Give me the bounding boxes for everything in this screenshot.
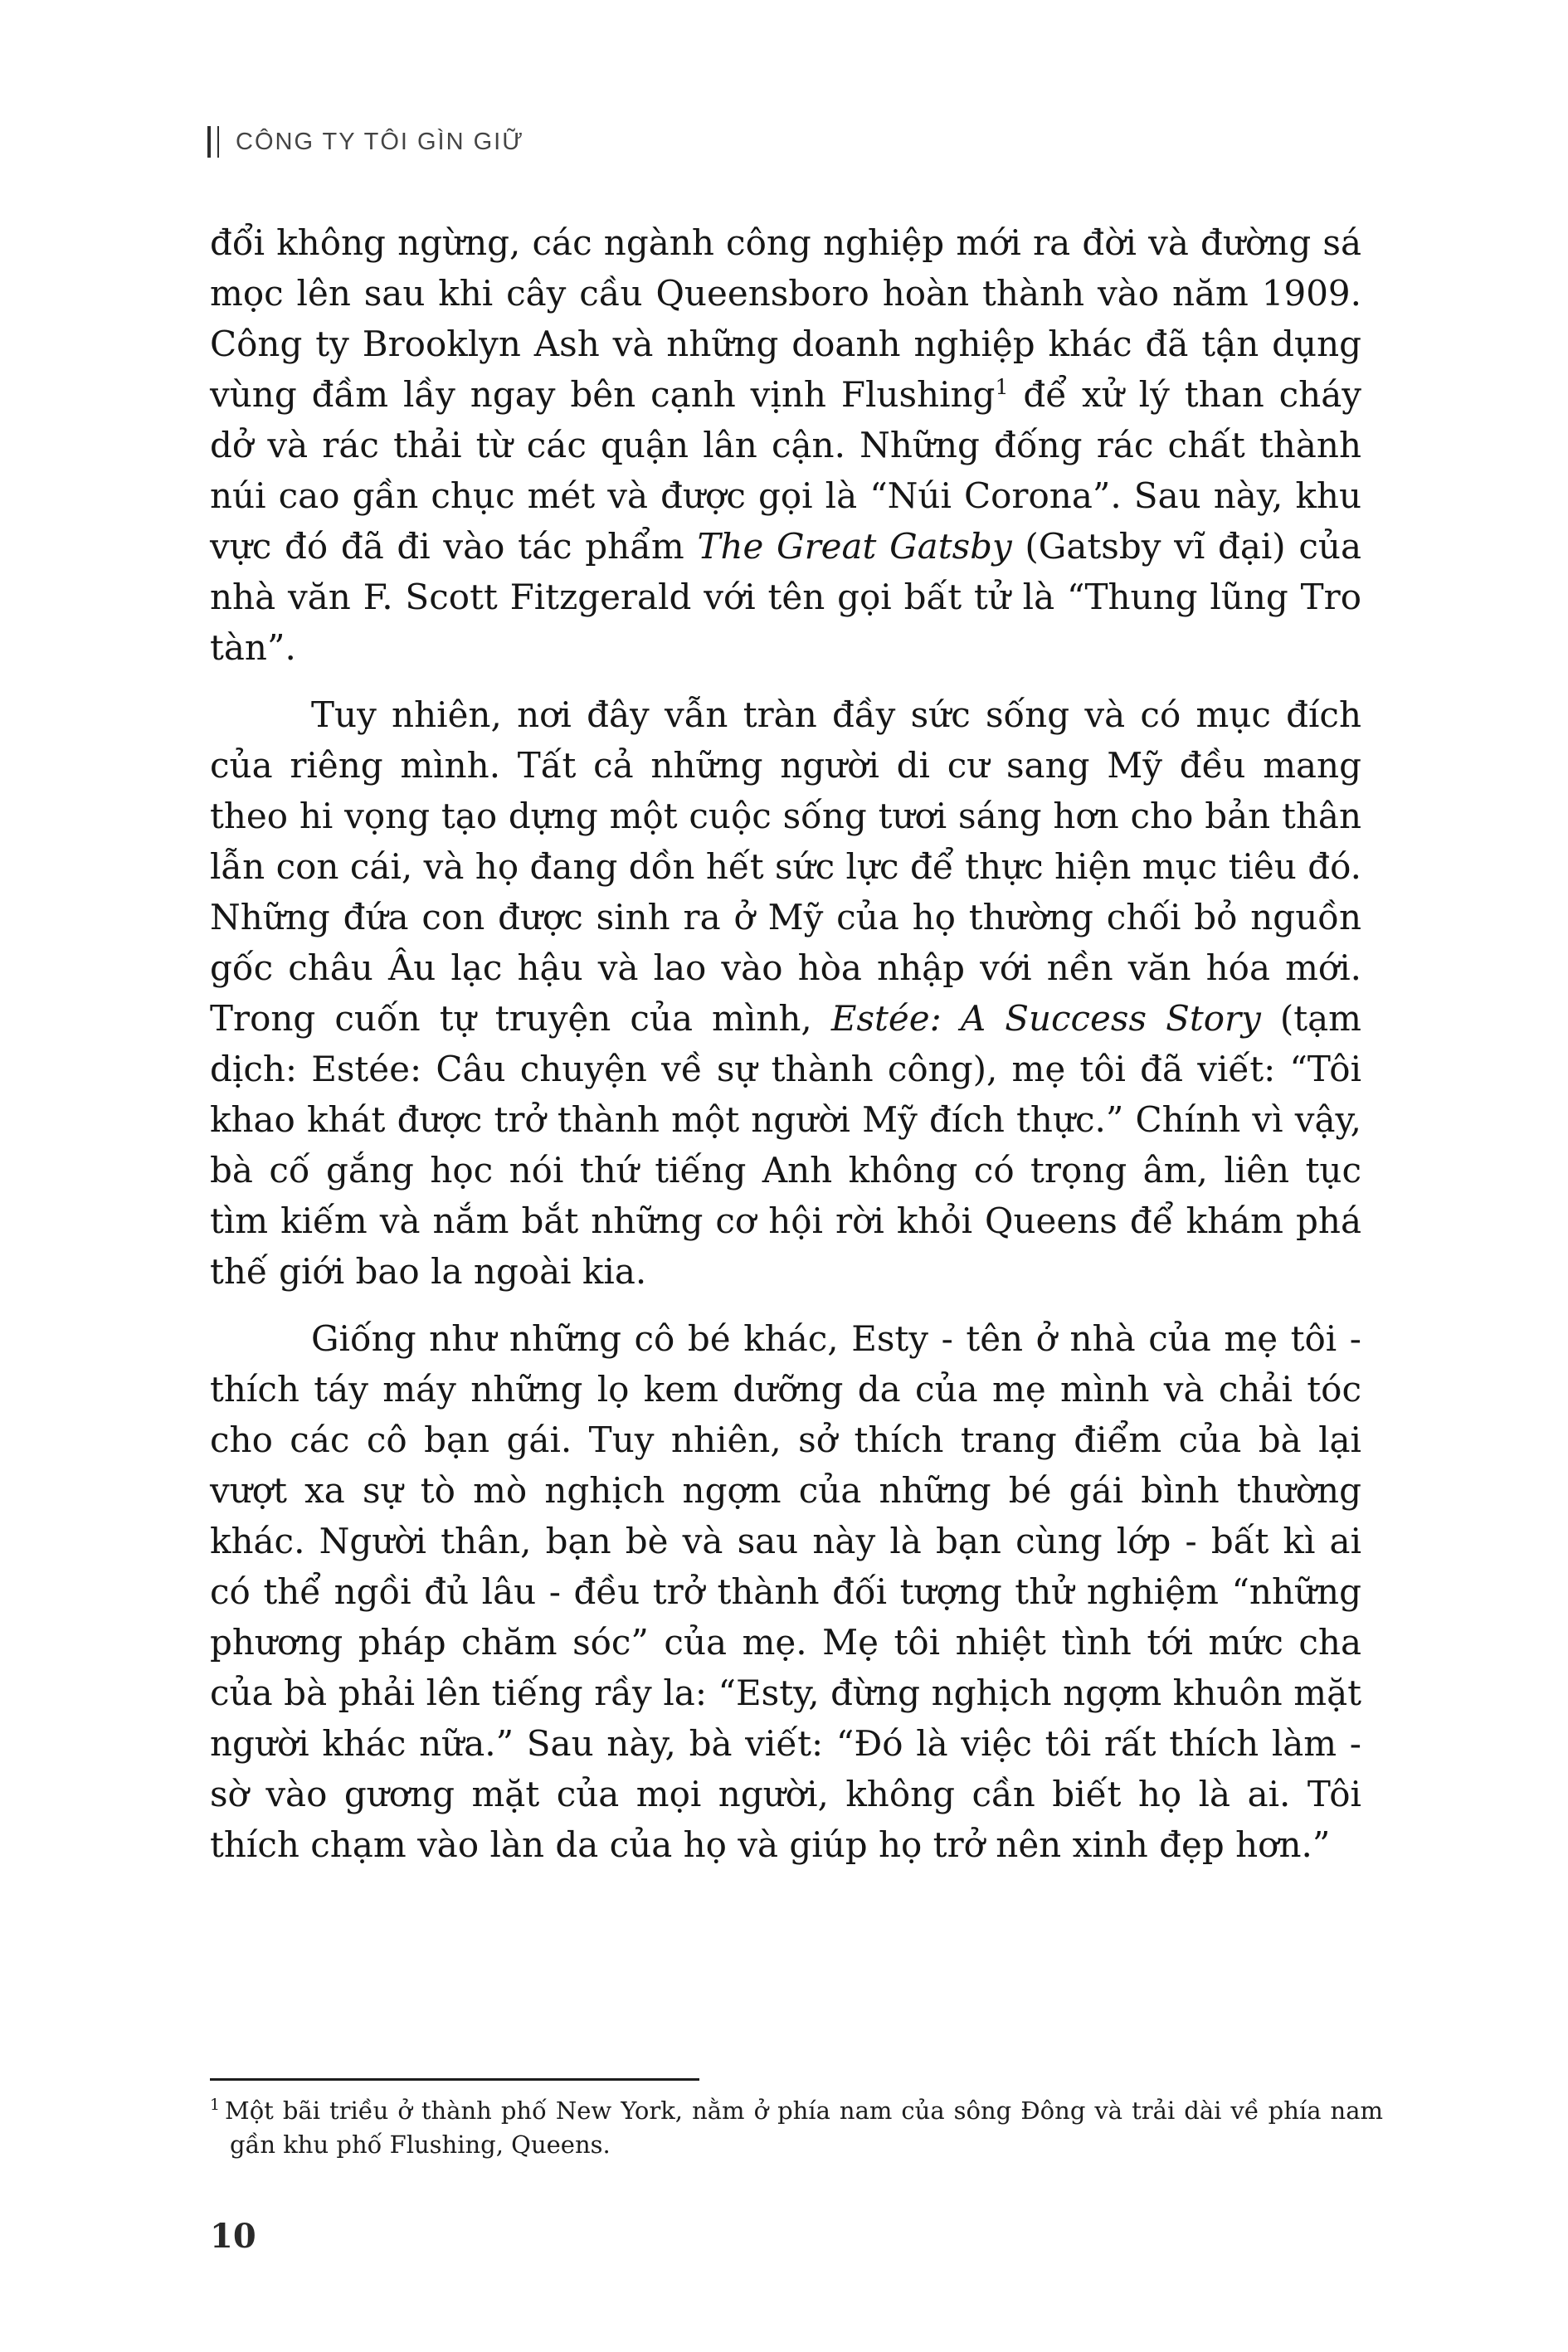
page-number: 10 bbox=[210, 2217, 256, 2256]
text-run: (Gatsby vĩ đại) của nhà văn F. Scott Fitzgerald với tên gọi bất tử là “Thung lũng Tro tàn”. bbox=[210, 526, 1361, 668]
text-run: (tạm dịch: Estée: Câu chuyện về sự thành công), mẹ tôi đã viết: “Tôi khao khát được trở thành một người Mỹ đích thực.” Chính vì vậy, bà cố gắng học nói thứ tiếng Anh không có trọng âm, liên tục tìm kiếm và nắm bắt những cơ hội rời khỏi Queens để khám phá thế giới bao la ngoài kia. bbox=[210, 998, 1362, 1292]
header-bars-icon bbox=[207, 126, 219, 158]
footnote-separator bbox=[210, 2078, 699, 2081]
footnote bbox=[210, 2094, 1383, 2162]
paragraph bbox=[210, 217, 1361, 673]
book-title-text: Estée: A Success Story bbox=[830, 998, 1261, 1039]
text-run: Tuy nhiên, nơi đây vẫn tràn đầy sức sống và có mục đích của riêng mình. Tất cả những người di cư sang Mỹ đều mang theo hi vọng tạo dựng một cuộc sống tươi sáng hơn cho bản thân lẫn con cái, và họ đang dồn hết sức lực để thực hiện mục tiêu đó. Những đứa con được sinh ra ở Mỹ của họ thường chối bỏ nguồn gốc châu Âu lạc hậu và lao vào hòa nhập với nền văn hóa mới. Trong cuốn tự truyện của mình, bbox=[210, 694, 1361, 1039]
text-run: Giống như những cô bé khác, Esty - tên ở nhà của mẹ tôi - thích táy máy những lọ kem dưỡng da của mẹ mình và chải tóc cho các cô bạn gái. Tuy nhiên, sở thích trang điểm của bà lại vượt xa sự tò mò nghịch ngợm của những bé gái bình thường khác. Người thân, bạn bè và sau này là bạn cùng lớp - bất kì ai có thể ngồi đủ lâu - đều trở thành đối tượng thử nghiệm “những phương pháp chăm sóc” của mẹ. Mẹ tôi nhiệt tình tới mức cha của bà phải lên tiếng rầy la: “Esty, đừng nghịch ngợm khuôn mặt người khác nữa.” Sau này, bà viết: “Đó là việc tôi rất thích làm - sờ vào gương mặt của mọi người, không cần biết họ là ai. Tôi thích chạm vào làn da của họ và giúp họ trở nên xinh đẹp hơn.” bbox=[210, 1318, 1361, 1865]
text-run: để xử lý than cháy dở và rác thải từ các quận lân cận. Những đống rác chất thành núi cao gần chục mét và được gọi là “Núi Corona”. Sau này, khu vực đó đã đi vào tác phẩm bbox=[210, 374, 1361, 567]
footnote-reference: 1 bbox=[995, 375, 1009, 399]
running-head-title: CÔNG TY TÔI GÌN GIỮ bbox=[236, 128, 524, 155]
book-title-text: The Great Gatsby bbox=[697, 526, 1012, 567]
text-run: đổi không ngừng, các ngành công nghiệp mới ra đời và đường sá mọc lên sau khi cây cầu Queensboro hoàn thành vào năm 1909. Công ty Brooklyn Ash và những doanh nghiệp khác đã tận dụng vùng đầm lầy ngay bên cạnh vịnh Flushing bbox=[210, 222, 1361, 415]
footnote-text: Một bãi triều ở thành phố New York, nằm ở phía nam của sông Đông và trải dài về phía nam gần khu phố Flushing, Queens. bbox=[225, 2096, 1383, 2159]
paragraph bbox=[210, 1313, 1361, 1870]
footnote-marker: 1 bbox=[210, 2096, 220, 2115]
running-head bbox=[207, 126, 524, 158]
paragraph bbox=[210, 689, 1361, 1297]
body-text bbox=[210, 217, 1361, 1887]
